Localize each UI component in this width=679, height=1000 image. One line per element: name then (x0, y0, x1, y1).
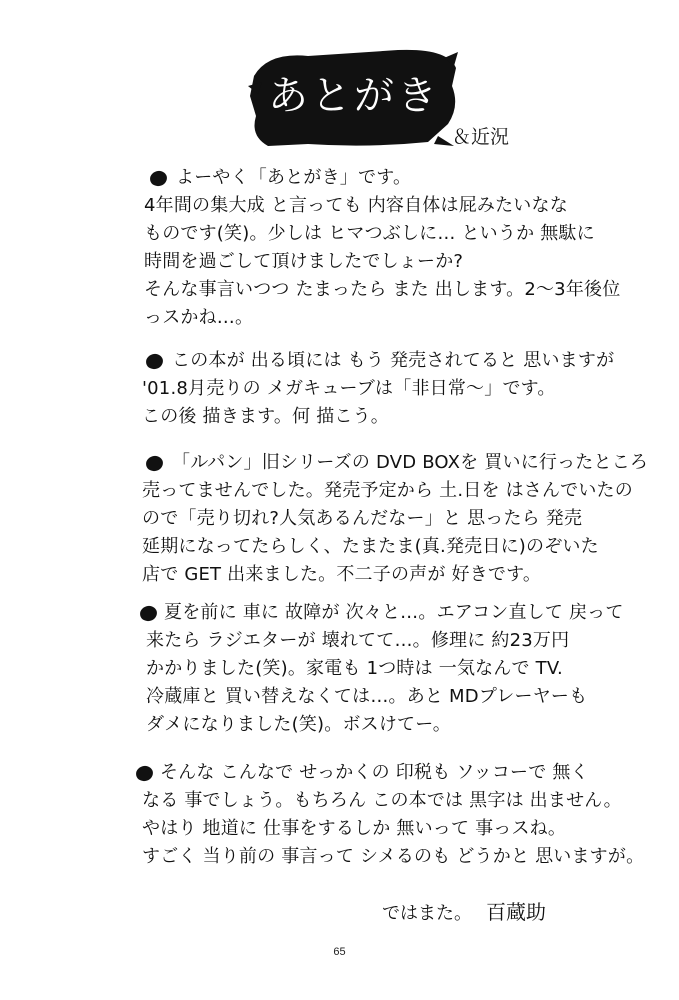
page-number: 65 (333, 946, 346, 958)
title-ink-banner (248, 46, 460, 150)
page-title: あとがき (268, 73, 440, 119)
text-line: 4年間の集大成 と言っても 内容自体は屁みたいなな (144, 195, 568, 216)
closing-text: ではまた。 (382, 903, 472, 924)
text-line: '01.8月売りの メガキューブは「非日常～」です。 (142, 378, 556, 399)
text-line: 延期になってたらしく、たまたま(真.発売日に)のぞいた (142, 536, 599, 557)
text-line: すごく 当り前の 事言って シメるのも どうかと 思いますが。 (142, 846, 645, 867)
title-subtag: ＆近況 (452, 126, 510, 148)
bullet-icon (144, 352, 164, 371)
text-line: かかりました(笑)。家電も 1つ時は 一気なんで TV. (146, 658, 563, 679)
text-line: 売ってませんでした。発売予定から 土.日を はさんでいたの (142, 480, 633, 501)
text-line: 来たら ラジエターが 壊れてて…。修理に 約23万円 (146, 630, 570, 651)
text-line: なる 事でしょう。もちろん この本では 黒字は 出ません。 (142, 790, 622, 811)
text-line: 「ルパン」旧シリーズの DVD BOXを 買いに行ったところ (172, 452, 649, 473)
text-line: 店で GET 出来ました。不二子の声が 好きです。 (142, 564, 542, 585)
text-line: ので「売り切れ?人気あるんだなー」と 思ったら 発売 (142, 508, 583, 529)
text-line: ものです(笑)。少しは ヒマつぶしに… というか 無駄に (144, 223, 595, 244)
bullet-icon (144, 454, 164, 473)
text-line: そんな事言いつつ たまったら また 出します。2～3年後位 (144, 279, 621, 300)
text-line: 冷蔵庫と 買い替えなくては…。あと MDプレーヤーも (146, 686, 588, 707)
text-line: そんな こんなで せっかくの 印税も ソッコーで 無く (160, 762, 589, 783)
text-line: やはり 地道に 仕事をするしか 無いって 事っスね。 (142, 818, 567, 839)
text-line: この本が 出る頃には もう 発売されてると 思いますが (172, 350, 615, 371)
bullet-icon (138, 604, 158, 623)
text-line: 夏を前に 車に 故障が 次々と…。エアコン直して 戻って (164, 602, 624, 623)
text-line: この後 描きます。何 描こう。 (142, 406, 390, 427)
text-line: ダメになりました(笑)。ボスけてー。 (146, 714, 451, 735)
bullet-icon (148, 169, 168, 188)
text-line: 時間を過ごして頂けましたでしょーか? (144, 251, 464, 272)
text-line: よーやく「あとがき」です。 (176, 167, 412, 188)
text-line: っスかね…。 (144, 307, 254, 328)
bullet-icon (134, 764, 154, 783)
closing-line (382, 896, 546, 925)
signature: 百蔵助 (486, 900, 546, 924)
